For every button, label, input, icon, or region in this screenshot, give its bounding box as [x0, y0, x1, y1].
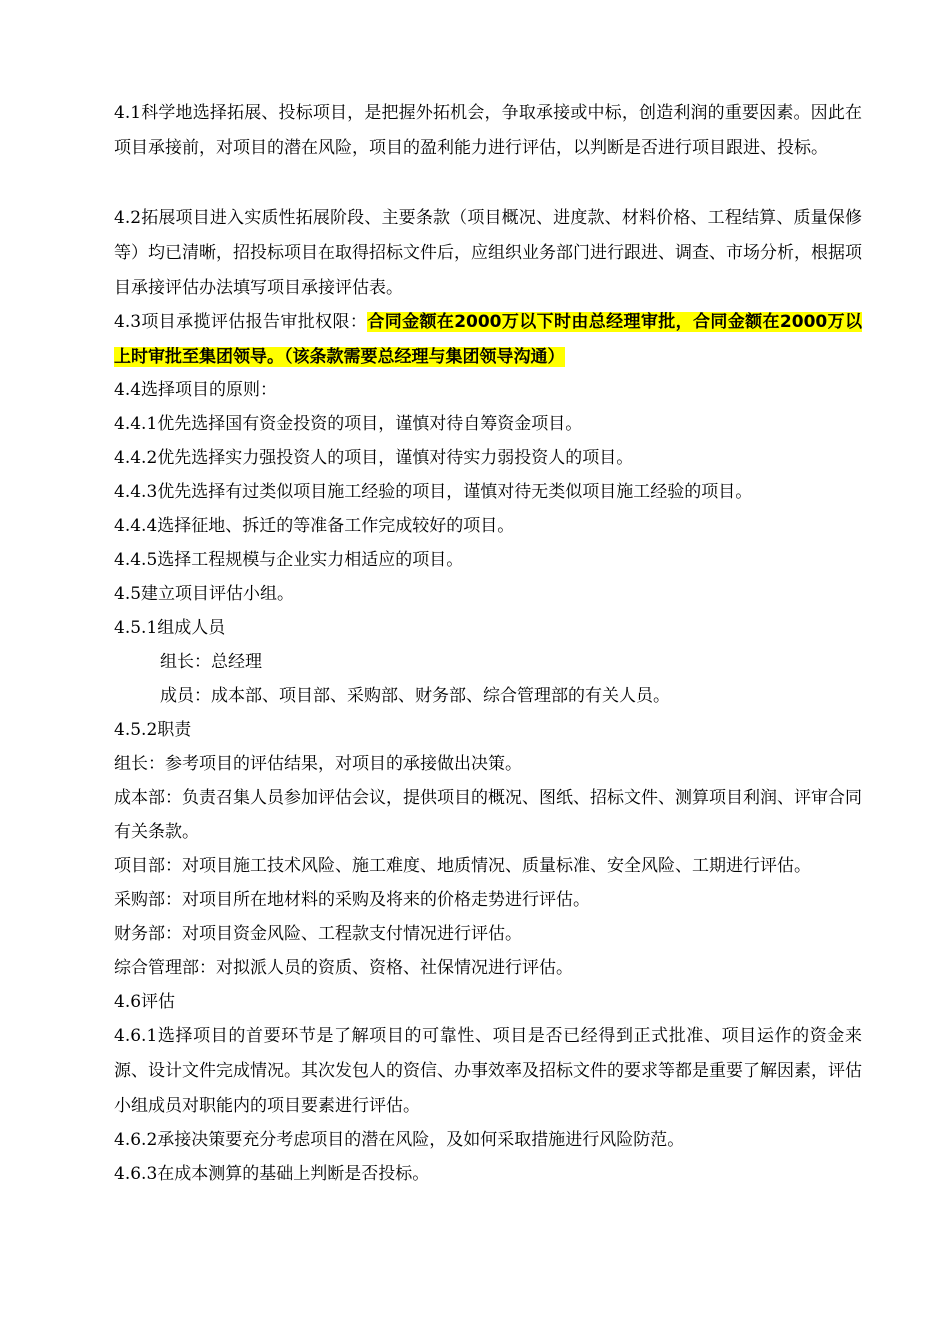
duty-project-department: 项目部：对项目施工技术风险、施工难度、地质情况、质量标准、安全风险、工期进行评估。 — [114, 856, 811, 876]
item-4-4-3: 4.4.3优先选择有过类似项目施工经验的项目，谨慎对待无类似项目施工经验的项目。 — [114, 482, 753, 502]
item-4-6-1: 4.6.1选择项目的首要环节是了解项目的可靠性、项目是否已经得到正式批准、项目运作的资金来源、设计文件完成情况。其次发包人的资信、办事效率及招标文件的要求等都是重要了解因素，评估小组成员对职能内的项目要素进行评估。 — [114, 1026, 862, 1116]
duty-leader: 组长：参考项目的评估结果，对项目的承接做出决策。 — [114, 754, 522, 774]
paragraph-4-2: 4.2拓展项目进入实质性拓展阶段、主要条款（项目概况、进度款、材料价格、工程结算、质量保修等）均已清晰，招投标项目在取得招标文件后，应组织业务部门进行跟进、调查、市场分析，根据项目承接评估办法填写项目承接评估表。 — [114, 208, 862, 298]
item-4-4-4: 4.4.4选择征地、拆迁的等准备工作完成较好的项目。 — [114, 516, 515, 536]
heading-4-5: 4.5建立项目评估小组。 — [114, 584, 295, 604]
group-members: 成员：成本部、项目部、采购部、财务部、综合管理部的有关人员。 — [160, 686, 670, 706]
duty-admin-department: 综合管理部：对拟派人员的资质、资格、社保情况进行评估。 — [114, 958, 573, 978]
item-4-4-2: 4.4.2优先选择实力强投资人的项目，谨慎对待实力弱投资人的项目。 — [114, 448, 634, 468]
duty-finance-department: 财务部：对项目资金风险、工程款支付情况进行评估。 — [114, 924, 522, 944]
item-4-4-5: 4.4.5选择工程规模与企业实力相适应的项目。 — [114, 550, 464, 570]
paragraph-4-3-prefix: 4.3项目承揽评估报告审批权限： — [114, 312, 368, 332]
item-4-6-2: 4.6.2承接决策要充分考虑项目的潜在风险，及如何采取措施进行风险防范。 — [114, 1130, 685, 1150]
item-4-4-1: 4.4.1优先选择国有资金投资的项目，谨慎对待自筹资金项目。 — [114, 414, 583, 434]
heading-4-4: 4.4选择项目的原则： — [114, 380, 278, 400]
heading-4-5-1: 4.5.1组成人员 — [114, 618, 226, 638]
duty-purchase-department: 采购部：对项目所在地材料的采购及将来的价格走势进行评估。 — [114, 890, 590, 910]
heading-4-6: 4.6评估 — [114, 992, 176, 1012]
highlighted-approval-clause: 合同金额在2000万以下时由总经理审批，合同金额在2000万以上时审批至集团领导。（该条款需要总经理与集团领导沟通） — [114, 312, 862, 367]
heading-4-5-2: 4.5.2职责 — [114, 720, 192, 740]
paragraph-4-3 — [114, 305, 862, 373]
document-page — [114, 96, 862, 1191]
duty-cost-department: 成本部：负责召集人员参加评估会议，提供项目的概况、图纸、招标文件、测算项目利润、评审合同有关条款。 — [114, 788, 862, 842]
item-4-6-3: 4.6.3在成本测算的基础上判断是否投标。 — [114, 1164, 430, 1184]
paragraph-4-1: 4.1科学地选择拓展、投标项目，是把握外拓机会，争取承接或中标，创造利润的重要因素。因此在项目承接前，对项目的潜在风险，项目的盈利能力进行评估，以判断是否进行项目跟进、投标。 — [114, 103, 862, 158]
group-leader: 组长：总经理 — [160, 652, 262, 672]
